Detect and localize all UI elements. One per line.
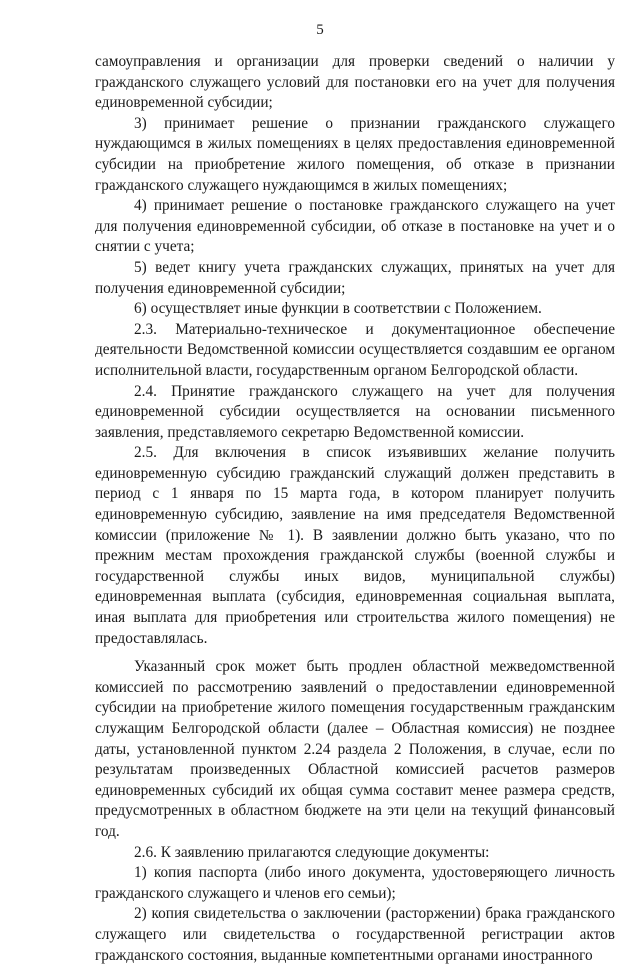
document-body bbox=[95, 52, 615, 966]
paragraph: 5) ведет книгу учета гражданских служащих, принятых на учет для получения единовременной субсидии; bbox=[95, 258, 615, 297]
paragraph: 4) принимает решение о постановке гражданского служащего на учет для получения единовременной субсидии, об отказе в постановке на учет и о снятии с учета; bbox=[95, 197, 615, 256]
paragraph: самоуправления и организации для проверки сведений о наличии у гражданского служащего условий для постановки его на учет для получения единовременной субсидии; bbox=[95, 53, 615, 112]
paragraph: 3) принимает решение о признании гражданского служащего нуждающимся в жилых помещениях в целях предоставления единовременной субсидии на приобретение жилого помещения, об отказе в признании гражданского служащего нуждающимся в жилых помещениях; bbox=[95, 114, 615, 194]
paragraph: 2.6. К заявлению прилагаются следующие документы: bbox=[134, 843, 490, 861]
paragraph: Указанный срок может быть продлен областной межведомственной комиссией по рассмотрению заявлений о предоставлении единовременной субсидии на приобретение жилого помещения государственным гражданским служащим Белгородской области (далее – Областная комиссия) не позднее даты, установленной пунктом 2.24 раздела 2 Положения, в случае, если по результатам произведенных Областной комиссией расчетов размеров единовременных субсидий их общая сумма составит менее размера средств, предусмотренных в областном бюджете на эти цели на текущий финансовый год. bbox=[95, 658, 615, 840]
paragraph: 2) копия свидетельства о заключении (расторжении) брака гражданского служащего или свидетельства о государственной регистрации актов гражданского состояния, выданные компетентными органами иностранного bbox=[95, 905, 615, 964]
page-number: 5 bbox=[316, 22, 324, 38]
paragraph: 1) копия паспорта (либо иного документа, удостоверяющего личность гражданского служащего и членов его семьи); bbox=[95, 864, 615, 902]
paragraph: 6) осуществляет иные функции в соответствии с Положением. bbox=[134, 300, 542, 318]
paragraph: 2.3. Материально-техническое и документационное обеспечение деятельности Ведомственной комиссии осуществляется создавшим ее органом исполнительной власти, государственным органом Белгородской области. bbox=[95, 320, 615, 379]
paragraph: 2.5. Для включения в список изъявивших желание получить единовременную субсидию гражданский служащий должен представить в период с 1 января по 15 марта года, в котором планирует получить единовременную субсидию, заявление на имя председателя Ведомственной комиссии (приложение № 1). В заявлении должно быть указано, что по прежним местам прохождения гражданской службы (военной службы и государственной службы иных видов, муниципальной службы) единовременная выплата (субсидия, единовременная социальная выплата, иная выплата для приобретения или строительства жилого помещения) не предоставлялась. bbox=[95, 444, 615, 647]
paragraph: 2.4. Принятие гражданского служащего на учет для получения единовременной субсидии осуществляется на основании письменного заявления, представляемого секретарю Ведомственной комиссии. bbox=[95, 382, 615, 441]
